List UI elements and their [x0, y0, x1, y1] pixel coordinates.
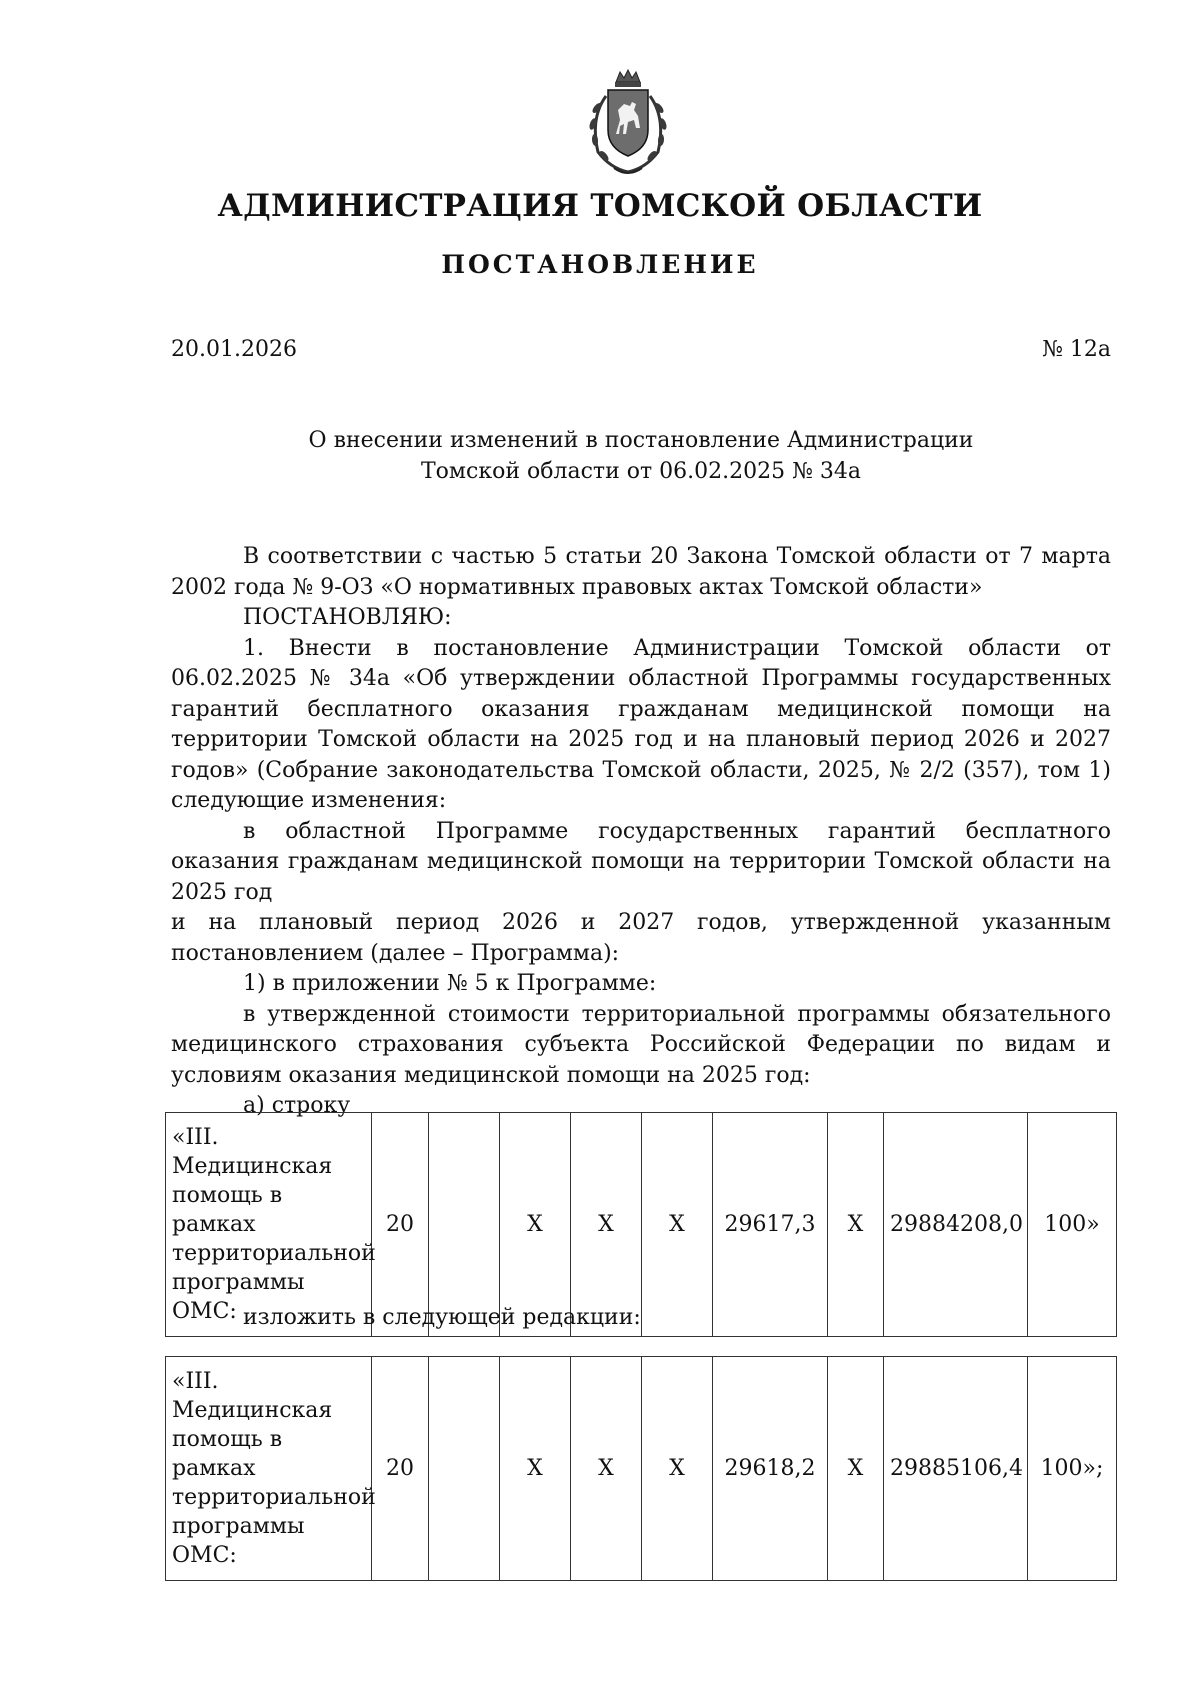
table-row	[166, 1113, 1117, 1337]
table-cell-col8: X	[828, 1113, 884, 1337]
tomsk-region-coat-of-arms-icon	[582, 68, 674, 180]
document-body	[171, 542, 1111, 1122]
item-1-paragraph: 1. Внести в постановление Администрации Томской области от 06.02.2025 № 34а «Об утверждении областной Программы государственных гарантий бесплатного оказания гражданам медицинской помощи на территории Томской области на 2025 год и на плановый период 2026 и 2027 годов» (Собрание законодательства Томской области, 2025, № 2/2 (357), том 1) следующие изменения:	[171, 635, 1111, 813]
table-cell-name: «III. Медицинская помощь в рамках территориальной программы ОМС:	[166, 1113, 372, 1337]
table-cell-col9: 29885106,4	[884, 1357, 1028, 1581]
table-cell-col5: X	[571, 1357, 642, 1581]
program-paragraph-line-1: в областной Программе государственных гарантий бесплатного оказания гражданам медицинской помощи на территории Томской области на 2025 год	[171, 818, 1111, 905]
table-cell-col7: 29618,2	[713, 1357, 828, 1581]
document-number: № 12а	[1042, 337, 1111, 362]
table-cell-col6: X	[642, 1357, 713, 1581]
organization-title: АДМИНИСТРАЦИЯ ТОМСКОЙ ОБЛАСТИ	[217, 188, 983, 224]
table-cell-col4: X	[500, 1113, 571, 1337]
between-tables-text: изложить в следующей редакции:	[243, 1305, 641, 1330]
document-subject	[171, 425, 1111, 487]
table-cell-col10: 100»	[1028, 1113, 1117, 1337]
old-row-table	[165, 1112, 1117, 1337]
subject-line-2: Томской области от 06.02.2025 № 34а	[420, 459, 862, 484]
table-cell-col4: X	[500, 1357, 571, 1581]
table-cell-col3	[429, 1113, 500, 1337]
table-cell-row-no: 20	[372, 1357, 429, 1581]
subitem-a: а) строку	[243, 1093, 351, 1118]
table-cell-row-no: 20	[372, 1113, 429, 1337]
table-cell-col6: X	[642, 1113, 713, 1337]
program-paragraph-line-3: постановлением (далее – Программа):	[171, 940, 620, 966]
subitem-1: 1) в приложении № 5 к Программе:	[243, 971, 657, 996]
table-cell-col9: 29884208,0	[884, 1113, 1028, 1337]
table-cell-col7: 29617,3	[713, 1113, 828, 1337]
table-cell-name: «III. Медицинская помощь в рамках территориальной программы ОМС:	[166, 1357, 372, 1581]
table-cell-col10: 100»;	[1028, 1357, 1117, 1581]
table-cell-col8: X	[828, 1357, 884, 1581]
subject-line-1: О внесении изменений в постановление Администрации	[308, 428, 974, 453]
cost-paragraph: в утвержденной стоимости территориальной программы обязательного медицинского страхования субъекта Российской Федерации по видам и условиям оказания медицинской помощи на 2025 год:	[171, 1001, 1111, 1088]
table-cell-col3	[429, 1357, 500, 1581]
decree-word: ПОСТАНОВЛЯЮ:	[243, 605, 452, 630]
document-date: 20.01.2026	[171, 337, 297, 362]
document-type: ПОСТАНОВЛЕНИЕ	[441, 250, 759, 279]
program-paragraph-line-2: и на плановый период 2026 и 2027 годов, утвержденной указанным	[171, 910, 1111, 935]
new-row-table	[165, 1356, 1117, 1581]
table-row	[166, 1357, 1117, 1581]
table-cell-col5: X	[571, 1113, 642, 1337]
preamble-paragraph: В соответствии с частью 5 статьи 20 Закона Томской области от 7 марта 2002 года № 9-ОЗ «О нормативных правовых актах Томской области»	[171, 544, 1111, 600]
